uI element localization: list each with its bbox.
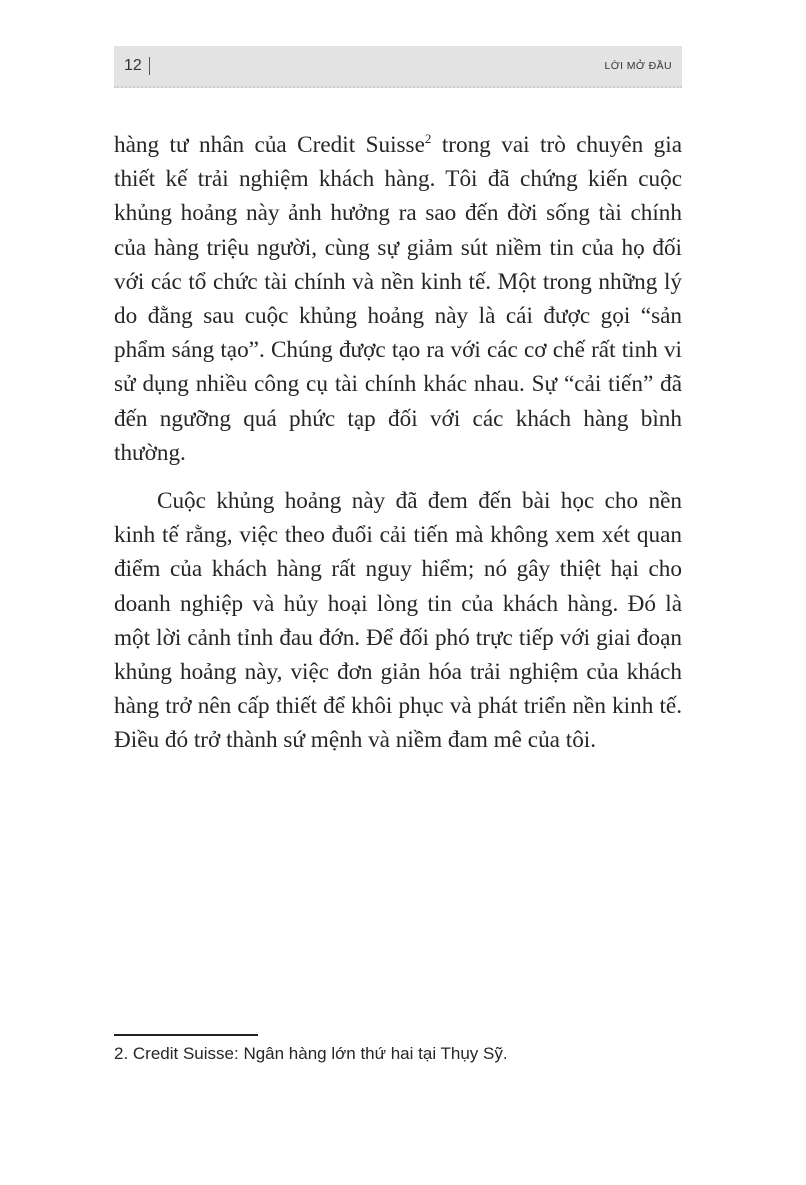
footnote-reference: 2 [424,131,432,146]
chapter-title: LỜI MỞ ĐẦU [604,60,672,72]
body-text [114,128,682,758]
paragraph-2: Cuộc khủng hoảng này đã đem đến bài học cho nền kinh tế rằng, việc theo đuổi cải tiến mà không xem xét quan điểm của khách hàng rất nguy hiểm; nó gây thiệt hại cho doanh nghiệp và hủy hoại lòng tin của khách hàng. Đó là một lời cảnh tỉnh đau đớn. Để đối phó trực tiếp với giai đoạn khủng hoảng này, việc đơn giản hóa trải nghiệm của khách hàng trở nên cấp thiết để khôi phục và phát triển nền kinh tế. Điều đó trở thành sứ mệnh và niềm đam mê của tôi. [114,488,682,754]
paragraph-1 [114,128,682,470]
paragraph-1-start: hàng tư nhân của Credit Suisse [114,132,425,158]
footnote: 2. Credit Suisse: Ngân hàng lớn thứ hai tại Thụy Sỹ. [114,1044,508,1063]
header-divider [149,57,150,75]
footnote-rule [114,1034,258,1036]
paragraph-1-rest: trong vai trò chuyên gia thiết kế trải nghiệm khách hàng. Tôi đã chứng kiến cuộc khủng hoảng này ảnh hưởng ra sao đến đời sống tài chính của hàng triệu người, cùng sự giảm sút niềm tin của họ đối với các tổ chức tài chính và nền kinh tế. Một trong những lý do đằng sau cuộc khủng hoảng này là cái được gọi “sản phẩm sáng tạo”. Chúng được tạo ra với các cơ chế rất tinh vi sử dụng nhiều công cụ tài chính khác nhau. Sự “cải tiến” đã đến ngưỡng quá phức tạp đối với các khách hàng bình thường. [114,132,682,466]
running-header [114,46,682,88]
page-number: 12 [124,57,142,74]
